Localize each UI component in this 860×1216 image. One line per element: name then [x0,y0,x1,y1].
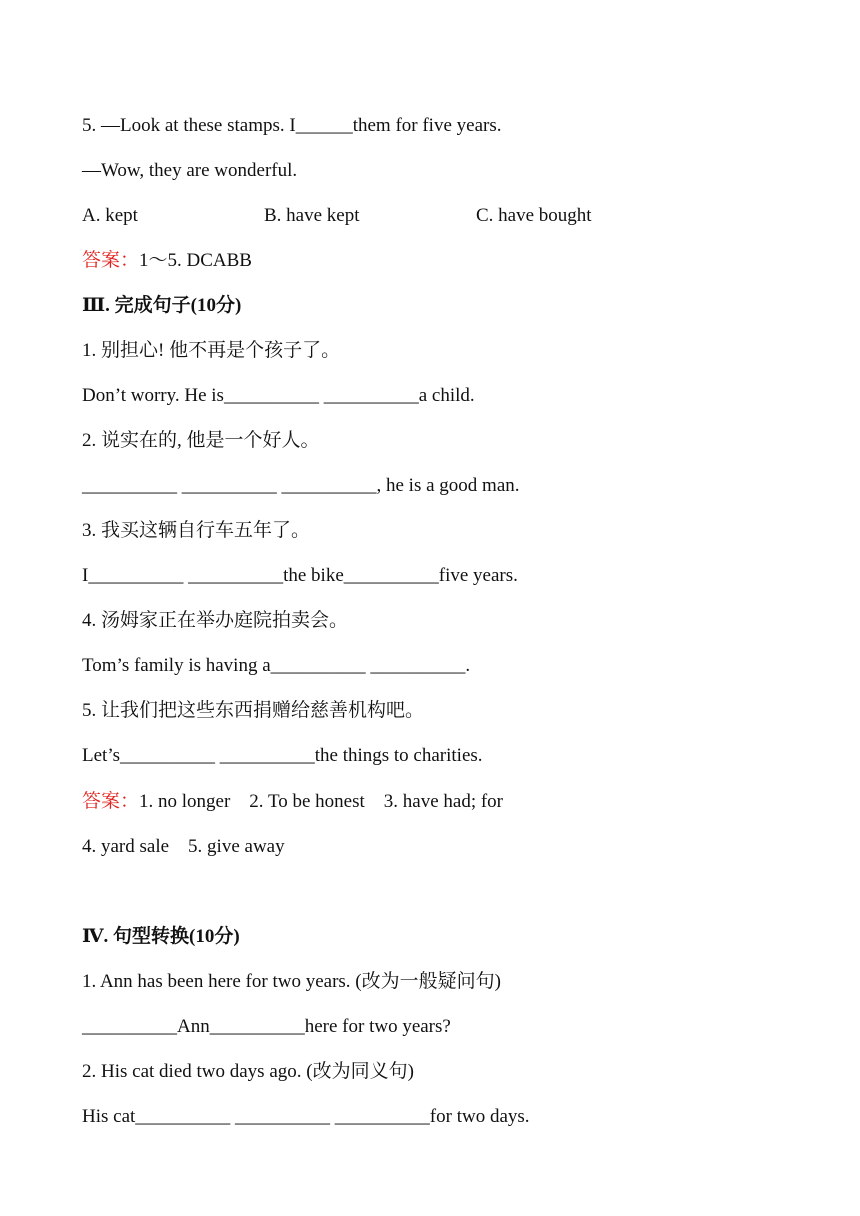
s3-item5-en: Let’s__________ __________the things to charities. [82,745,483,766]
s3-item2-cn: 2. 说实在的, 他是一个好人。 [82,430,320,451]
s3-item1-en: Don’t worry. He is__________ __________a child. [82,385,475,406]
section3-heading: Ⅲ. 完成句子(10分) [82,295,242,316]
s4-item1-question: 1. Ann has been here for two years. (改为一般疑问句) [82,971,501,992]
s4-item2-blank: His cat__________ __________ __________for two days. [82,1106,530,1127]
s3-item1-cn: 1. 别担心! 他不再是个孩子了。 [82,340,341,361]
s4-item2-question: 2. His cat died two days ago. (改为同义句) [82,1061,414,1082]
option-a: A. kept [82,205,138,226]
s3-answer-line1 [82,790,503,814]
q5-question: 5. —Look at these stamps. I______them for five years. [82,115,502,136]
s3-answer-line2: 4. yard sale 5. give away [82,836,285,857]
answer-text: 1～5. DCABB [139,250,252,271]
answer-part2 [82,249,252,273]
section4-heading: Ⅳ. 句型转换(10分) [82,926,240,947]
s3-item3-en: I__________ __________the bike__________five years. [82,565,518,586]
q5-options [82,204,682,228]
s3-answer-text1: 1. no longer 2. To be honest 3. have had; for [139,791,504,812]
s3-item4-cn: 4. 汤姆家正在举办庭院拍卖会。 [82,610,349,631]
s3-item5-cn: 5. 让我们把这些东西捐赠给慈善机构吧。 [82,700,425,721]
q5-reply: —Wow, they are wonderful. [82,160,298,181]
s4-item1-blank: __________Ann__________here for two years? [82,1016,451,1037]
s3-item3-cn: 3. 我买这辆自行车五年了。 [82,520,311,541]
option-c: C. have bought [476,205,592,226]
s3-item2-en: __________ __________ __________, he is a good man. [82,475,520,496]
answer-label: 答案： [82,250,140,271]
option-b: B. have kept [264,205,360,226]
s3-answer-label: 答案： [82,791,140,812]
s3-item4-en: Tom’s family is having a__________ __________. [82,655,471,676]
